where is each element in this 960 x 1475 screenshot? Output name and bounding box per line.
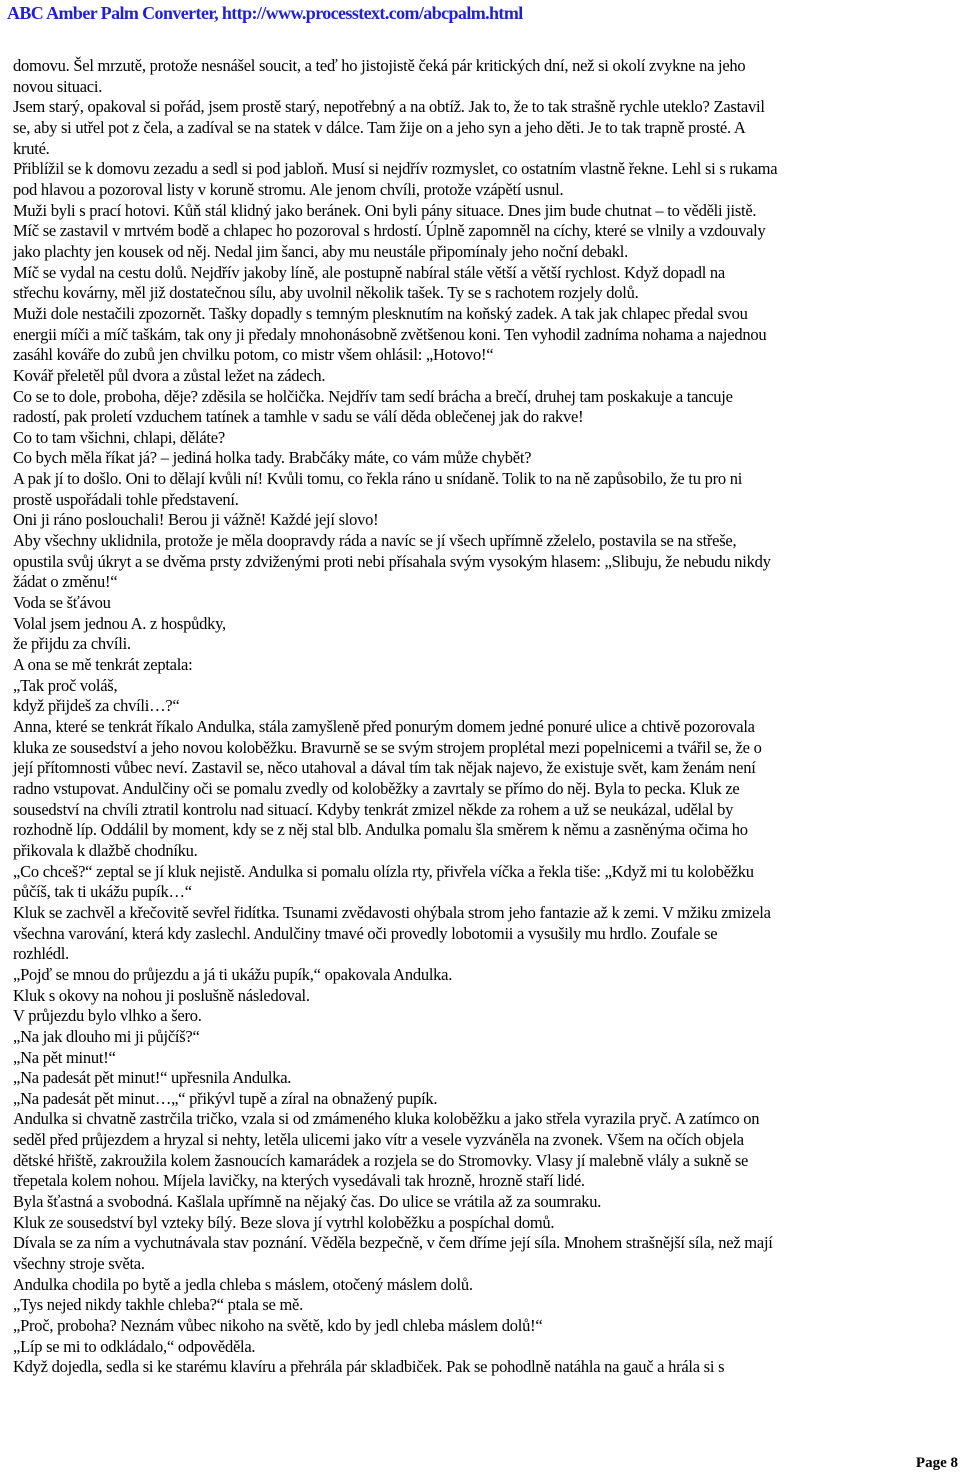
text-line: rozhlédl. bbox=[13, 944, 69, 964]
text-line: třepetala kolem nohou. Míjela lavičky, na kterých vysedávali tak hrozně, hrozně staří lidé. bbox=[13, 1171, 585, 1191]
text-line: opustila svůj úkryt a se dvěma prsty zdviženými proti nebi přísahala svým vysokým hlasem: „Slibuju, že nebudu nikdy bbox=[13, 551, 771, 571]
text-line: Muži byli s prací hotovi. Kůň stál klidný jako beránek. Oni byli pány situace. Dnes jim bude chutnat – to věděli jistě. bbox=[13, 200, 757, 220]
text-line: Muži dole nestačili zpozornět. Tašky dopadly s temným plesknutím na koňský zadek. A tak jak chlapec předal svou bbox=[13, 303, 748, 323]
text-line: Dívala se za ním a vychutnávala stav poznání. Věděla bezpečně, v čem dříme její síla. Mnohem strašnější síla, než mají bbox=[13, 1233, 773, 1253]
text-line: se, aby si utřel pot z čela, a zadíval se na statek v dálce. Tam žije on a jeho syn a jeho děti. Je to tak trapně prosté. A bbox=[13, 117, 746, 137]
text-line: přikovala k dlažbě chodníku. bbox=[13, 840, 198, 860]
text-line: Byla šťastná a svobodná. Kašlala upřímně na nějaký čas. Do ulice se vrátila až za soumraku. bbox=[13, 1192, 602, 1212]
text-line: všechna varování, která kdy zaslechl. Andulčiny tmavé oči provedly lobotomii a vysušily mu hrdlo. Zoufale se bbox=[13, 923, 718, 943]
text-line: prostě uspořádali tohle představení. bbox=[13, 489, 239, 509]
text-line: Kluk s okovy na nohou ji poslušně následoval. bbox=[13, 985, 310, 1005]
text-line: Andulka chodila po bytě a jedla chleba s máslem, otočený máslem dolů. bbox=[13, 1274, 473, 1294]
text-line: zasáhl kováře do zubů jen chvilku potom, co mistr všem ohlásil: „Hotovo!“ bbox=[13, 345, 494, 365]
text-line: Přiblížil se k domovu zezadu a sedl si pod jabloň. Musí si nejdřív rozmyslet, co ostatním vlastně řekne. Lehl si s rukama bbox=[13, 159, 778, 179]
text-line: domovu. Šel mrzutě, protože nesnášel soucit, a teď ho jistojistě čeká pár kritických dní, než si okolí zvykne na jeho bbox=[13, 56, 746, 75]
text-line: sousedství na chvíli ztratil kontrolu nad situací. Kdyby tenkrát zmizel někde za rohem a už se neukázal, udělal by bbox=[13, 799, 734, 819]
text-line: žádat o změnu!“ bbox=[13, 572, 118, 592]
text-line: energii míči a míč taškám, tak ony ji předaly mnohonásobně zvětšenou koni. Ten vyhodil zadníma nohama a najednou bbox=[13, 324, 767, 344]
text-line: A ona se mě tenkrát zeptala: bbox=[13, 655, 193, 675]
text-line: kluka ze sousedství a jeho novou koloběžku. Bravurně se se svým strojem proplétal mezi popelnicemi a tvářil se, že o bbox=[13, 737, 762, 757]
text-line: radostí, pak proletí vzduchem tatínek a tamhle v sadu se válí děda oblečenej jak do rakve! bbox=[13, 407, 584, 427]
text-line: „Na pět minut!“ bbox=[13, 1047, 116, 1067]
text-line: že přijdu za chvíli. bbox=[13, 634, 131, 654]
text-line: Míč se vydal na cestu dolů. Nejdřív jakoby líně, ale postupně nabíral stále větší a větší rychlost. Když dopadl na bbox=[13, 262, 725, 282]
text-line: „Tys nejed nikdy takhle chleba?“ ptala se mě. bbox=[13, 1295, 303, 1315]
text-line: Co bych měla říkat já? – jediná holka tady. Brabčáky máte, co vám může chybět? bbox=[13, 448, 532, 468]
text-line: Oni ji ráno poslouchali! Berou ji vážně! Každé její slovo! bbox=[13, 510, 379, 530]
document-body bbox=[13, 56, 777, 1378]
text-line: A pak jí to došlo. Oni to dělají kvůli ní! Kvůli tomu, co řekla ráno u snídaně. Tolik to na ně zapůsobilo, že tu pro ni bbox=[13, 469, 743, 489]
converter-header: ABC Amber Palm Converter, http://www.processtext.com/abcpalm.html bbox=[7, 3, 523, 23]
page-number: Page 8 bbox=[915, 1455, 958, 1471]
text-line: seděl před průjezdem a hryzal si nehty, letěla ulicemi jako vítr a vesele vyzváněla na zvonek. Všem na očích objela bbox=[13, 1130, 744, 1150]
text-line: „Na padesát pět minut…„“ přikývl tupě a zíral na obnažený pupík. bbox=[13, 1088, 438, 1108]
text-line: Jsem starý, opakoval si pořád, jsem prostě starý, nepotřebný a na obtíž. Jak to, že to tak strašně rychle uteklo? Zastavil bbox=[13, 97, 765, 117]
text-line: radno vstupovat. Andulčiny oči se pomalu zvedly od koloběžky a zavrtaly se přímo do něj. Byla to pecka. Kluk ze bbox=[13, 778, 740, 798]
text-line: Anna, které se tenkrát říkalo Andulka, stála zamyšleně před ponurým domem jedné ponuré ulice a chtivě pozorovala bbox=[13, 717, 755, 736]
text-line: „Tak proč voláš, bbox=[13, 675, 118, 695]
text-line: když přijdeš za chvíli…?“ bbox=[13, 696, 180, 716]
text-line: jako plachty jen kousek od něj. Nedal jim šanci, aby mu neustále připomínaly jeho noční debakl. bbox=[13, 241, 629, 261]
text-line: „Proč, proboha? Neznám vůbec nikoho na světě, kdo by jedl chleba máslem dolů!“ bbox=[13, 1316, 543, 1336]
text-line: Voda se šťávou bbox=[13, 593, 111, 613]
text-line: půčíš, tak ti ukážu pupík…“ bbox=[13, 882, 192, 902]
text-line: střechu kovárny, měl již dostatečnou sílu, aby uvolnil několik tašek. Ty se s rachotem rozjely dolů. bbox=[13, 283, 639, 303]
text-line: Kluk se zachvěl a křečovitě sevřel řidítka. Tsunami zvědavosti ohýbala strom jeho fantazie až k zemi. V mžiku zmizela bbox=[13, 902, 771, 922]
text-line: rozhodně líp. Oddálil by moment, kdy se z něj stal blb. Andulka pomalu šla směrem k němu a zasněnýma očima ho bbox=[13, 820, 748, 840]
text-line: pod hlavou a pozoroval listy v koruně stromu. Ale jenom chvíli, protože vzápětí usnul. bbox=[13, 179, 564, 199]
text-line: „Pojď se mnou do průjezdu a já ti ukážu pupík,“ opakovala Andulka. bbox=[13, 964, 453, 984]
text-line: novou situaci. bbox=[13, 76, 103, 96]
text-line: Kluk ze sousedství byl vzteky bílý. Beze slova jí vytrhl koloběžku a pospíchal domů. bbox=[13, 1212, 555, 1232]
text-line: její přítomnosti vůbec neví. Zastavil se, něco utahoval a dával tím tak nějak najevo, že existuje svět, kam ženám není bbox=[13, 758, 756, 778]
text-line: Míč se zastavil v mrtvém bodě a chlapec ho pozoroval s hrdostí. Úplně zapomněl na cíchy, které se vlnily a vzdouvaly bbox=[13, 221, 766, 241]
text-line: V průjezdu bylo vlhko a šero. bbox=[13, 1006, 202, 1026]
text-line: Andulka si chvatně zastrčila tričko, vzala si od zmámeného kluka koloběžku a jako střela vyrazila pryč. A zatímco on bbox=[13, 1109, 760, 1129]
text-line: „Na padesát pět minut!“ upřesnila Andulka. bbox=[13, 1068, 292, 1088]
text-line: kruté. bbox=[13, 138, 50, 158]
text-line: „Líp se mi to odkládalo,“ odpověděla. bbox=[13, 1336, 256, 1356]
text-line: „Co chceš?“ zeptal se jí kluk nejistě. Andulka si pomalu olízla rty, přivřela víčka a řekla tiše: „Když mi tu koloběžku bbox=[13, 861, 754, 881]
text-line: dětské hřiště, zakroužila kolem žasnoucích kamarádek a rozjela se do Stromovky. Vlasy jí malebně vlály a sukně se bbox=[13, 1150, 749, 1170]
text-line: Co se to dole, proboha, děje? zděsila se holčička. Nejdřív tam sedí brácha a brečí, druhej tam poskakuje a tancuje bbox=[13, 386, 733, 406]
text-line: všechny stroje světa. bbox=[13, 1254, 145, 1274]
text-line: Volal jsem jednou A. z hospůdky, bbox=[13, 613, 226, 633]
text-line: Co to tam všichni, chlapi, děláte? bbox=[13, 427, 225, 447]
text-line: Aby všechny uklidnila, protože je měla doopravdy ráda a navíc se jí všech upřímně zželelo, postavila se na střeše, bbox=[13, 531, 737, 551]
text-line: Když dojedla, sedla si ke starému klavíru a přehrála pár skladbiček. Pak se pohodlně natáhla na gauč a hrála si s bbox=[13, 1357, 725, 1377]
text-line: Kovář přeletěl půl dvora a zůstal ležet na zádech. bbox=[13, 365, 326, 385]
text-line: „Na jak dlouho mi ji půjčíš?“ bbox=[13, 1026, 200, 1046]
